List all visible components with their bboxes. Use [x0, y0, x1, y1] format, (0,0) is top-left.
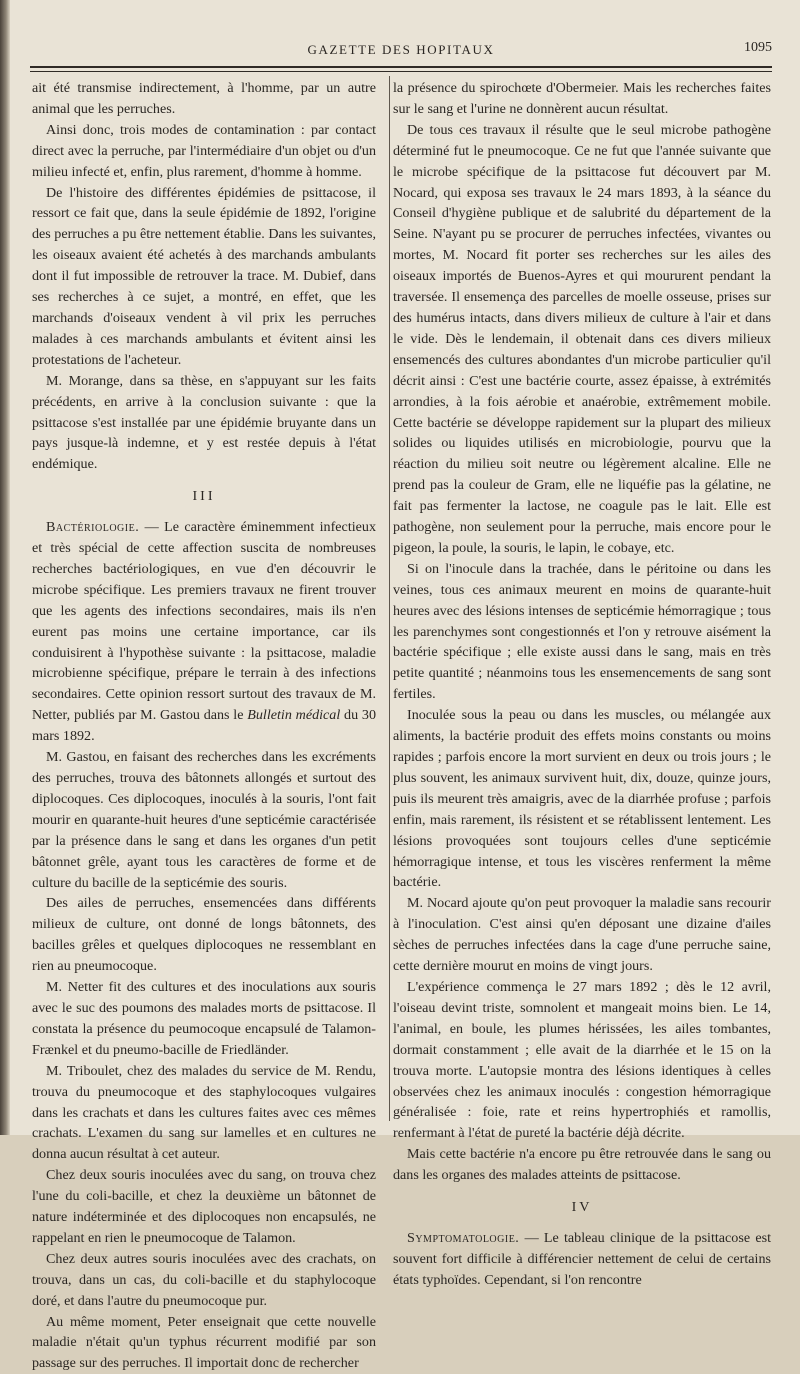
paragraph: M. Nocard ajoute qu'on peut provoquer la maladie sans recourir à l'inoculation. C'est ainsi qu'en déposant une dizaine d'ailes sèches de perruches infectées dans la cage d'une perruche saine, cette dernière mourut en moins de vingt jours. — [393, 895, 771, 975]
section-heading-iii: III — [192, 488, 216, 505]
paragraph: De tous ces travaux il résulte que le seul microbe pathogène déterminé fut le pneumocoque. Ce ne fut que l'année suivante que le microbe spécifique de la psittacose fut découvert par M. Nocard, qui exposa ses travaux le 24 mars 1893, à la séance du Conseil d'hygiène publique et de salubrité du département de la Seine. N'ayant pu se procurer de perruches infectées, vivantes ou mortes, M. Nocard fit porter ses recherches sur les ailes des oiseaux importés de Buenos-Ayres et qui moururent pendant la traversée. Il ensemença des parcelles de moelle osseuse, prises sur des humérus intacts, dans divers milieux de culture à l'air et dans le vide. Dès le lendemain, il obtenait dans ces divers milieux ensemencés des cultures abondantes d'un microbe particulier qu'il décrit ainsi : C'est une bactérie courte, assez épaisse, à extrémités arrondies, à la fois aérobie et anaérobie, extrêmement mobile. Cette bactérie se développe rapidement sur la plupart des milieux solides ou liquides utilisés en microbiologie, pourvu que la réaction du milieu soit neutre ou légèrement alcaline. Elle ne prend pas la couleur de Gram, elle ne liquéfie pas la gélatine, ne fait pas fermenter la lactose, ne coagule pas le lait. Elle est pathogène, non seulement pour la perruche, mais encore pour le pigeon, la poule, la souris, le lapin, le cobaye, etc. — [393, 121, 771, 556]
section-heading-iv: IV — [571, 1199, 593, 1216]
paragraph: la présence du spirochœte d'Obermeier. Mais les recherches faites sur le sang et l'urine ne donnèrent aucun résultat. — [393, 80, 771, 117]
paragraph: Des ailes de perruches, ensemencées dans différents milieux de culture, ont donné de longs bâtonnets, des bacilles grêles et quelques diplocoques ne ressemblant en rien au pneumocoque. — [32, 895, 376, 975]
paragraph: Chez deux autres souris inoculées avec des crachats, on trouva, dans un cas, du coli-bacille et du staphylocoque doré, et dans l'autre du pneumocoque pur. — [32, 1250, 376, 1309]
section-label: Symptomatologie. — [407, 1229, 520, 1246]
paragraph: M. Netter fit des cultures et des inoculations aux souris avec le suc des poumons des malades morts de psittacose. Il constata la présence du peumocoque encapsulé de Talamon-Frænkel et du pneumo-bacille de Friedländer. — [32, 979, 376, 1058]
journal-title: GAZETTE DES HOPITAUX — [307, 42, 495, 57]
page-number: 1095 — [744, 40, 772, 55]
paragraph: L'expérience commença le 27 mars 1892 ; dès le 12 avril, l'oiseau devint triste, somnolent et mangeait moins bien. Le 14, l'animal, en boule, les plumes hérissées, les ailes tombantes, dormait constamment ; elle avait de la diarrhée et le 15 on la trouva morte. L'autopsie montra des lésions identiques à celles observées chez les animaux inoculés : congestion hémorragique généralisée : foie, rate et reins hypertrophiés et ramollis, renfermant à l'état de pureté la bactérie déjà décrite. — [393, 978, 771, 1142]
paragraph: Au même moment, Peter enseignait que cette nouvelle maladie n'était qu'un typhus récurrent modifié par son passage sur des perruches. Il importait donc de rechercher — [32, 1313, 376, 1372]
paragraph: M. Morange, dans sa thèse, en s'appuyant sur les faits précédents, en arrive à la conclusion suivante : que la psittacose s'est installée par une épidémie bruyante dans un pays jusque-là indemne, et y est restée depuis à l'état endémique. — [32, 372, 376, 473]
paragraph-text: du 30 mars 1892. — [32, 707, 376, 745]
right-column — [393, 78, 771, 1291]
paragraph: M. Gastou, en faisant des recherches dans les excréments des perruches, trouva des bâtonnets allongés et surtout des diplocoques. Ces diplocoques, inoculés à la souris, l'ont fait mourir en quarante-huit heures d'une septicémie caractérisée par la présence dans le sang et dans les organes d'un petit bâtonnet grêle, ayant tous les caractères de forme et de culture du bacille de la septicémie des souris. — [32, 749, 376, 891]
paragraph-text: — Le caractère éminemment infectieux et très spécial de cette affection suscita de nombreuses recherches bactériologiques, en vue d'en découvrir le microbe spécifique. Les premiers travaux ne firent trouver que les agents des infections secondaires, mais ils n'en eurent pas moins une certaine importance, car ils conduisirent à l'hypothèse suivante : la psittacose, maladie microbienne spécifique, prépare le terrain à des infections secondaires. Cette opinion ressort surtout des travaux de M. Netter, publiés par M. Gastou dans le — [32, 519, 376, 724]
section-label: Bactériologie. — [46, 519, 140, 536]
binding-spine — [0, 0, 10, 1135]
page-header — [30, 38, 772, 60]
paragraph: De l'histoire des différentes épidémies de psittacose, il ressort ce fait que, dans la seule épidémie de 1892, l'origine des perruches a pu être nettement établie. Dans les suivantes, les oiseaux avaient été achetés à des marchands ambulants dont il fut impossible de retrouver la trace. M. Dubief, dans ses recherches à ce sujet, a montré, en effet, que les marchands d'oiseaux vendent à vil prix les perruches malades à ces marchands ambulants et évitent ainsi les protestations de l'acheteur. — [32, 184, 376, 368]
header-rule-thin — [30, 71, 772, 72]
paragraph: Si on l'inocule dans la trachée, dans le péritoine ou dans les veines, tous ces animaux meurent en moins de quarante-huit heures avec des lésions intenses de septicémie hémorragique ; tous les parenchymes sont congestionnés et l'on y retrouve aisément la bactérie spécifique ; elle existe aussi dans le sang, mais en très petite quantité ; néanmoins tous les ensemencements de sang sont fertiles. — [393, 560, 771, 703]
paragraph-text: — Le tableau clinique de la psittacose est souvent fort difficile à différencier nettement de celui de certains états typhoïdes. Cependant, si l'on rencontre — [393, 1229, 771, 1288]
paragraph-symptomatologie — [393, 1228, 771, 1291]
column-divider — [389, 76, 390, 1121]
paragraph: Inoculée sous la peau ou dans les muscles, ou mélangée aux aliments, la bactérie produit des effets moins constants ou moins rapides ; parfois encore la mort survient en deux ou trois jours ; le plus souvent, les animaux survivent huit, dix, douze, quinze jours, puis ils meurent très amaigris, avec de la diarrhée profuse ; parfois enfin, mais rarement, ils résistent et se rétablissent lentement. Les lésions provoquées sont toujours celles d'une septicémie hémorragique intense, et tous les viscères renferment la même bactérie. — [393, 707, 771, 891]
paragraph: Chez deux souris inoculées avec du sang, on trouva chez l'une du coli-bacille, et chez la deuxième un bâtonnet de nature indéterminée et des diplocoques non encapsulés, ne rappelant en rien le pneumocoque de Talamon. — [32, 1167, 376, 1246]
header-rule-thick — [30, 66, 772, 68]
left-column — [32, 78, 376, 1374]
paragraph: ait été transmise indirectement, à l'homme, par un autre animal que les perruches. — [32, 80, 376, 117]
paragraph-bacteriologie — [32, 517, 376, 747]
paragraph: Ainsi donc, trois modes de contamination : par contact direct avec la perruche, par l'intermédiaire d'un objet ou d'un milieu infecté et, enfin, plus rarement, d'homme à homme. — [32, 121, 376, 180]
journal-name: Bulletin médical — [247, 707, 341, 724]
paragraph: Mais cette bactérie n'a encore pu être retrouvée dans le sang ou dans les organes des malades atteints de psittacose. — [393, 1146, 771, 1184]
paragraph: M. Triboulet, chez des malades du service de M. Rendu, trouva du pneumocoque et des staphylocoques vulgaires dans les crachats et dans les cultures faites avec ces mêmes crachats. L'examen du sang sur lamelles et en cultures ne donna aucun résultat à cet auteur. — [32, 1062, 376, 1163]
